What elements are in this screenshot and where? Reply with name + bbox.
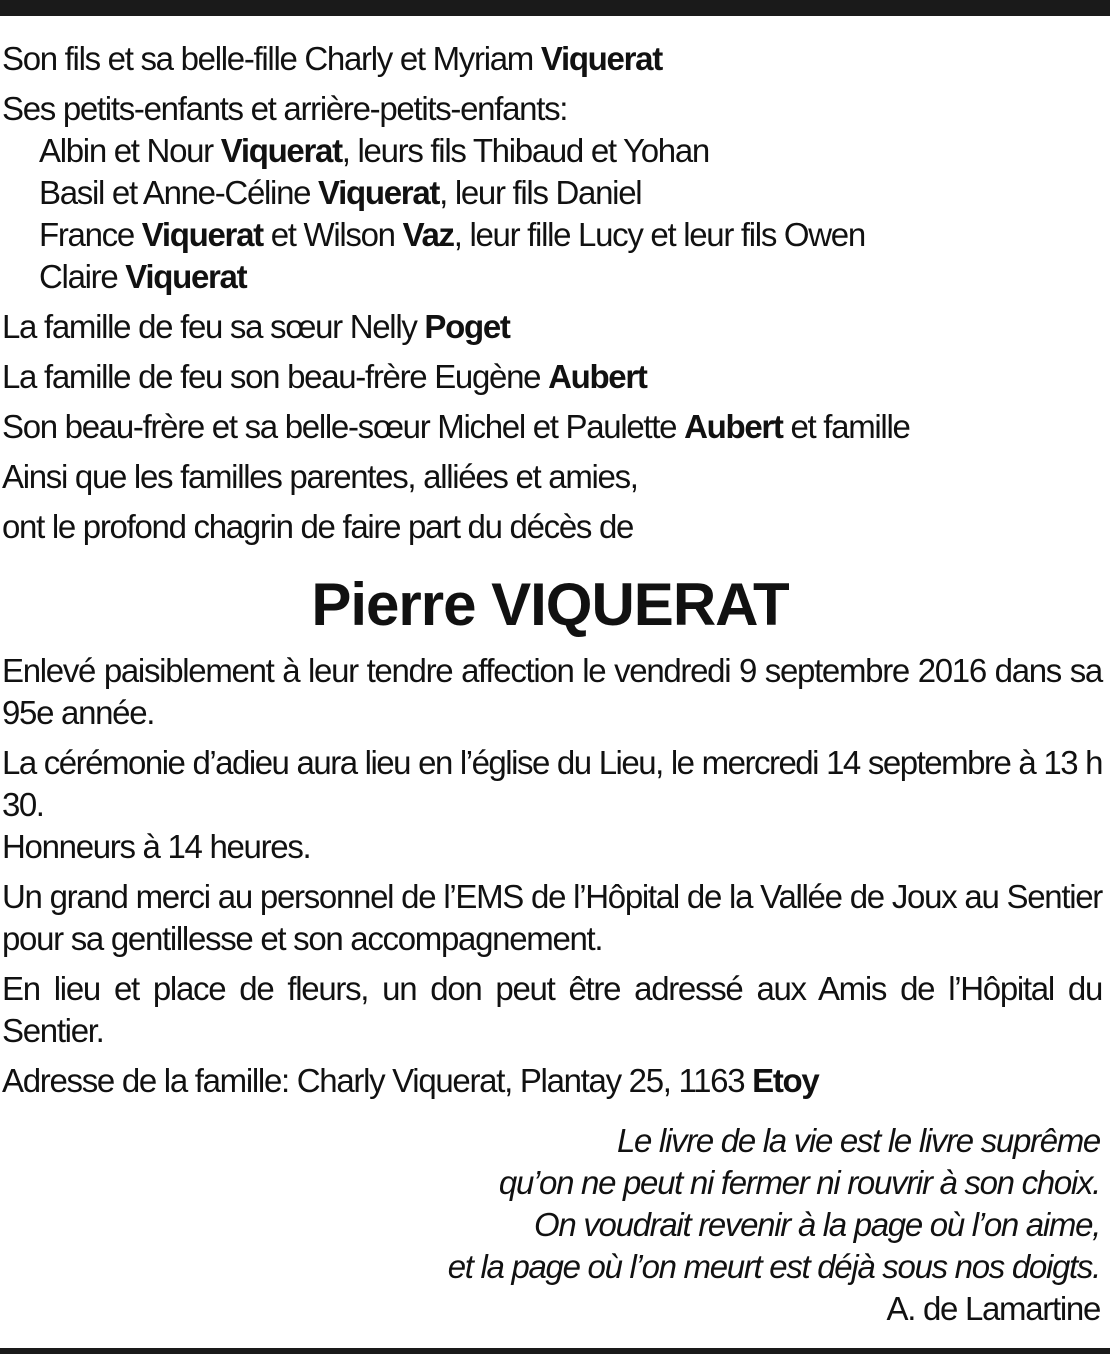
grandchild-basil: Basil et Anne-Céline Viquerat, leur fils Daniel [39, 174, 642, 211]
mourner-brother-in-law-family: La famille de feu son beau-frère Eugène Aubert [2, 358, 647, 395]
poem-quote [200, 1120, 1100, 1330]
passing-details: Enlevé paisiblement à leur tendre affection le vendredi 9 septembre 2016 dans sa 95e année. [2, 652, 1102, 731]
poem-line: On voudrait revenir à la page où l’on aime, [534, 1206, 1100, 1243]
death-notice [2, 38, 1102, 1102]
family-address: Adresse de la famille: Charly Viquerat, Plantay 25, 1163 Etoy [2, 1062, 819, 1099]
grandchild-france: France Viquerat et Wilson Vaz, leur fille Lucy et leur fils Owen [39, 216, 865, 253]
poem-line: Le livre de la vie est le livre suprême [616, 1122, 1100, 1159]
poem-line: et la page où l’on meurt est déjà sous nos doigts. [447, 1248, 1100, 1285]
grandchild-albin: Albin et Nour Viquerat, leurs fils Thibaud et Yohan [39, 132, 709, 169]
deceased-name: Pierre VIQUERAT [311, 571, 789, 638]
poem-author: A. de Lamartine [886, 1290, 1100, 1327]
mourner-in-laws: Son beau-frère et sa belle-sœur Michel et Paulette Aubert et famille [2, 408, 910, 445]
donation-note: En lieu et place de fleurs, un don peut être adressé aux Amis de l’Hôpital du Sentier. [2, 970, 1102, 1049]
top-border-rule [0, 0, 1110, 16]
mourner-son: Son fils et sa belle-fille Charly et Myriam Viquerat [2, 40, 662, 77]
announcement-text: ont le profond chagrin de faire part du décès de [2, 508, 634, 545]
honours-details: Honneurs à 14 heures. [2, 828, 311, 865]
bottom-border-rule [0, 1348, 1110, 1354]
mourner-sister-family: La famille de feu sa sœur Nelly Poget [2, 308, 510, 345]
grandchild-claire: Claire Viquerat [39, 258, 247, 295]
mourner-others: Ainsi que les familles parentes, alliées et amies, [2, 458, 638, 495]
poem-line: qu’on ne peut ni fermer ni rouvrir à son choix. [498, 1164, 1100, 1201]
grandchildren-intro: Ses petits-enfants et arrière-petits-enfants: [2, 90, 568, 127]
ceremony-details: La cérémonie d’adieu aura lieu en l’église du Lieu, le mercredi 14 septembre à 13 h 30. [2, 744, 1102, 823]
thanks-message: Un grand merci au personnel de l’EMS de l’Hôpital de la Vallée de Joux au Sentier pour sa gentillesse et son accompagnement. [2, 878, 1102, 957]
